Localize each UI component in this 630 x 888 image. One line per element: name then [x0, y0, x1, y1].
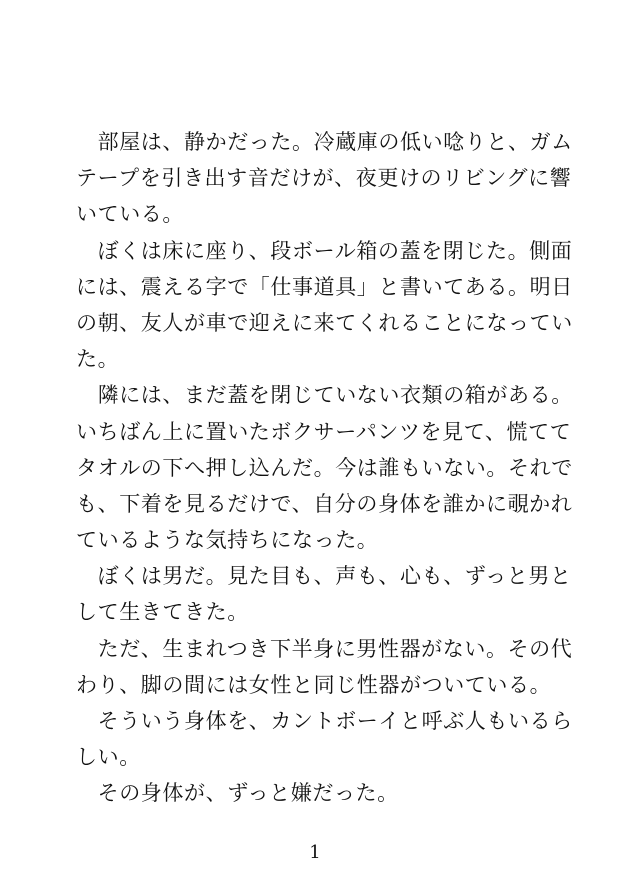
text-line: わり、脚の間には女性と同じ性器がついている。: [76, 672, 552, 697]
text-line: た。: [76, 347, 120, 372]
text-line: には、震える字で「仕事道具」と書いてある。明日: [76, 274, 573, 299]
text-line: ぼくは男だ。見た目も、声も、心も、ずっと男と: [76, 564, 572, 589]
text-line: 部屋は、静かだった。冷蔵庫の低い唸りと、ガム: [76, 130, 573, 154]
text-line: の朝、友人が車で迎えに来てくれることになってい: [76, 310, 573, 335]
text-line: その身体が、ずっと嫌だった。: [76, 781, 399, 806]
text-line: ぼくは床に座り、段ボール箱の蓋を閉じた。側面: [76, 238, 573, 263]
text-line: いている。: [76, 202, 184, 227]
text-line: も、下着を見るだけで、自分の身体を誰かに覗かれ: [76, 491, 573, 516]
text-line: 隣には、まだ蓋を閉じていない衣類の箱がある。: [76, 383, 573, 408]
text-line: いちばん上に置いたボクサーパンツを見て、慌てて: [76, 419, 572, 444]
text-line: して生きてきた。: [76, 600, 249, 625]
text-line: ているような気持ちになった。: [76, 528, 379, 553]
text-line: そういう身体を、カントボーイと呼ぶ人もいるら: [76, 709, 573, 733]
text-line: テープを引き出す音だけが、夜更けのリビングに響: [76, 166, 572, 191]
page-number: 1: [309, 842, 321, 863]
text-line: タオルの下へ押し込んだ。今は誰もいない。それで: [76, 455, 573, 480]
text-line: ただ、生まれつき下半身に男性器がない。その代: [76, 636, 573, 661]
body-text: [76, 124, 573, 812]
text-line: しい。: [76, 745, 141, 770]
